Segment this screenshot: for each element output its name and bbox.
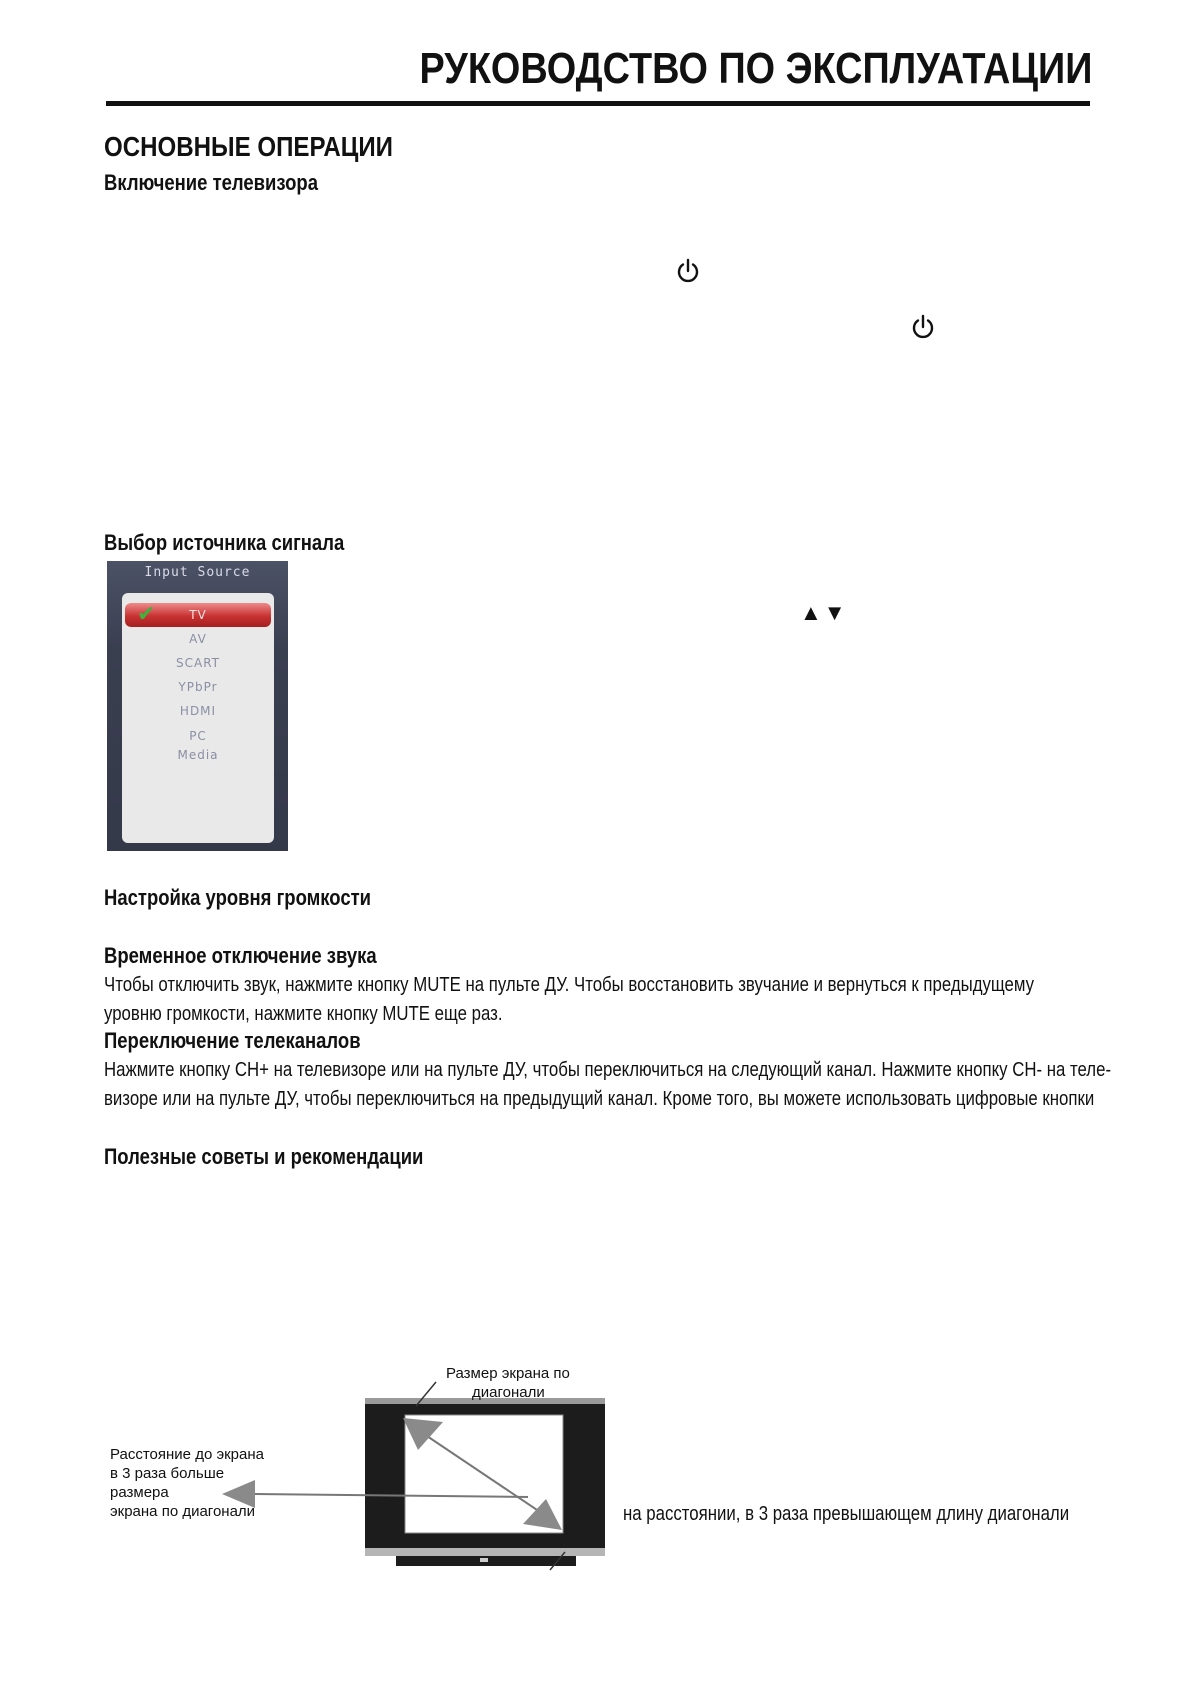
up-down-arrows-icon: ▲▼: [800, 600, 848, 625]
section-title: ОСНОВНЫЕ ОПЕРАЦИИ: [104, 131, 393, 162]
power-icon: [674, 257, 702, 285]
page-header-title: РУКОВОДСТВО ПО ЭКСПЛУАТАЦИИ: [419, 44, 1092, 93]
channels-text-line-1: Нажмите кнопку CH+ на телевизоре или на пульте ДУ, чтобы переключиться на следующий канал. Нажмите кнопку CH- на теле-: [104, 1059, 1112, 1081]
distance-label-line-3: размера: [110, 1484, 169, 1501]
power-on-heading: Включение телевизора: [104, 170, 318, 195]
distance-label-line-4: экрана по диагонали: [110, 1503, 256, 1520]
mute-text-line-1: Чтобы отключить звук, нажмите кнопку MUTE на пульте ДУ. Чтобы восстановить звучание и вернуться к предыдущему: [104, 974, 1035, 996]
input-source-item-av[interactable]: AV: [189, 632, 207, 646]
input-source-menu-title: Input Source: [144, 565, 251, 580]
input-source-item-ypbpr[interactable]: YPbPr: [178, 680, 218, 694]
diagonal-label-line-1: Размер экрана по: [446, 1365, 570, 1382]
mute-text-line-2: уровню громкости, нажмите кнопку MUTE еще раз.: [104, 1003, 503, 1025]
tips-heading: Полезные советы и рекомендации: [104, 1144, 424, 1169]
checkmark-icon: ✔: [137, 601, 156, 626]
diagonal-label-line-2: диагонали: [472, 1384, 545, 1401]
input-source-heading: Выбор источника сигнала: [104, 530, 345, 555]
input-source-item-hdmi[interactable]: HDMI: [179, 704, 217, 718]
header-divider: [106, 101, 1090, 106]
distance-label-line-1: Расстояние до экрана: [110, 1446, 264, 1463]
input-source-item-scart[interactable]: SCART: [176, 656, 220, 670]
power-icon: [909, 313, 937, 341]
distance-label-line-2: в 3 раза больше: [110, 1465, 225, 1482]
mute-heading: Временное отключение звука: [104, 943, 377, 968]
tips-side-text: на расстоянии, в 3 раза превышающем длину диагонали: [623, 1503, 1070, 1525]
input-source-menu: [107, 561, 288, 851]
input-source-item-media[interactable]: Media: [177, 748, 219, 762]
volume-heading: Настройка уровня громкости: [104, 885, 372, 910]
input-source-item-pc[interactable]: PC: [189, 729, 207, 743]
channels-text-line-2: визоре или на пульте ДУ, чтобы переключиться на предыдущий канал. Кроме того, вы можете использовать цифровые кнопки: [104, 1088, 1095, 1110]
input-source-item-tv[interactable]: TV: [189, 608, 207, 622]
input-source-list-panel: [122, 593, 274, 843]
channels-heading: Переключение телеканалов: [104, 1028, 361, 1053]
